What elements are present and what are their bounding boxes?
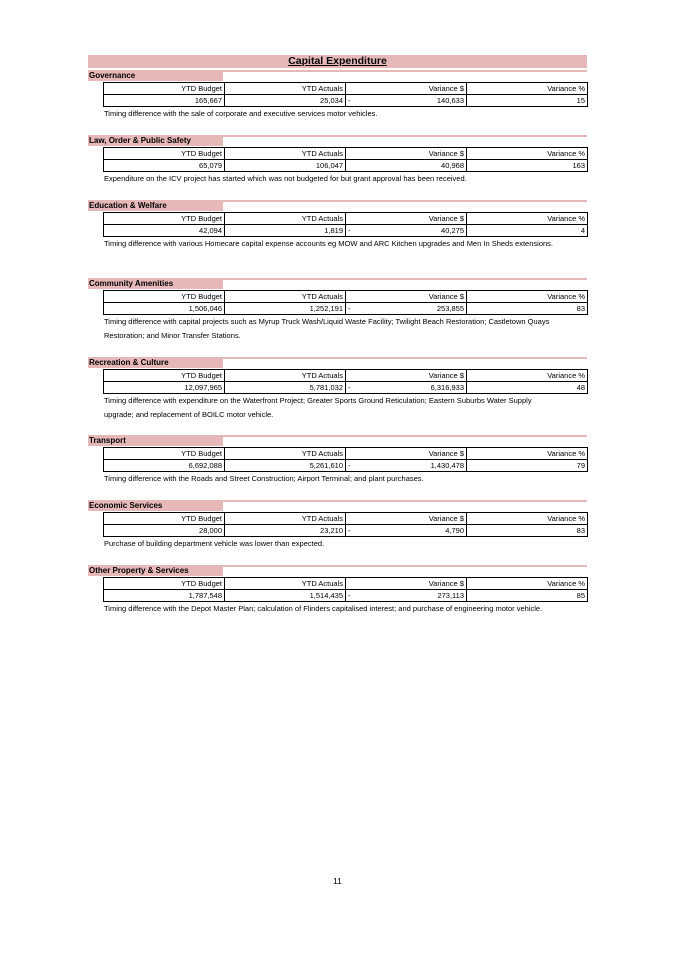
- section-block: [88, 357, 587, 419]
- section-header: [88, 278, 587, 289]
- variance-table: [103, 212, 588, 237]
- variance-percent-value: 79: [467, 460, 588, 472]
- header-variance-dollar: Variance $: [346, 513, 467, 525]
- ytd-actuals-value: 1,514,435: [225, 590, 346, 602]
- section-block: [88, 435, 587, 483]
- header-ytd-budget: YTD Budget: [104, 148, 225, 160]
- header-variance-percent: Variance %: [467, 148, 588, 160]
- table-row: [104, 225, 588, 237]
- section-header: [88, 565, 587, 576]
- section-header: [88, 357, 587, 368]
- ytd-budget-value: 1,506,046: [104, 303, 225, 315]
- section-header: [88, 500, 587, 511]
- variance-sign: -: [348, 304, 351, 313]
- table-header-row: [104, 370, 588, 382]
- table-header-row: [104, 291, 588, 303]
- header-variance-percent: Variance %: [467, 291, 588, 303]
- variance-dollar-cell: [346, 95, 467, 107]
- ytd-actuals-value: 106,047: [225, 160, 346, 172]
- header-variance-percent: Variance %: [467, 213, 588, 225]
- variance-table: [103, 577, 588, 602]
- section-block: [88, 200, 587, 248]
- header-ytd-actuals: YTD Actuals: [225, 213, 346, 225]
- section-header: [88, 200, 587, 211]
- header-ytd-budget: YTD Budget: [104, 578, 225, 590]
- ytd-actuals-value: 5,261,610: [225, 460, 346, 472]
- section-strip: [223, 70, 587, 72]
- variance-dollar-cell: [346, 382, 467, 394]
- ytd-actuals-value: 25,034: [225, 95, 346, 107]
- ytd-budget-value: 65,079: [104, 160, 225, 172]
- variance-dollar-cell: [346, 590, 467, 602]
- page-number: 11: [333, 876, 342, 886]
- variance-sign: -: [348, 226, 351, 235]
- variance-dollar-cell: [346, 525, 467, 537]
- ytd-actuals-value: 5,781,032: [225, 382, 346, 394]
- variance-dollar-value: 273,113: [437, 591, 464, 600]
- header-variance-dollar: Variance $: [346, 370, 467, 382]
- variance-percent-value: 4: [467, 225, 588, 237]
- section-label: Education & Welfare: [88, 200, 223, 211]
- variance-dollar-cell: [346, 460, 467, 472]
- variance-table: [103, 147, 588, 172]
- variance-percent-value: 163: [467, 160, 588, 172]
- section-comment: Expenditure on the ICV project has started which was not budgeted for but grant approval has been received.: [104, 174, 467, 183]
- variance-percent-value: 15: [467, 95, 588, 107]
- variance-table: [103, 82, 588, 107]
- table-header-row: [104, 148, 588, 160]
- table-header-row: [104, 213, 588, 225]
- section-header: [88, 135, 587, 146]
- section-comment: Timing difference with capital projects such as Myrup Truck Wash/Liquid Waste Facility; Twilight Beach Restoration; Castletown Quays Restoration; and Minor Transfer Stations.: [104, 317, 550, 340]
- section-block: [88, 278, 587, 340]
- variance-dollar-value: 6,316,933: [430, 383, 464, 392]
- ytd-budget-value: 12,097,965: [104, 382, 225, 394]
- variance-percent-value: 85: [467, 590, 588, 602]
- variance-dollar-value: 40,968: [441, 161, 464, 170]
- variance-sign: -: [348, 96, 351, 105]
- table-row: [104, 303, 588, 315]
- variance-table: [103, 290, 588, 315]
- section-label: Governance: [88, 70, 223, 81]
- variance-sign: -: [348, 461, 351, 470]
- table-row: [104, 460, 588, 472]
- ytd-budget-value: 28,000: [104, 525, 225, 537]
- header-ytd-actuals: YTD Actuals: [225, 291, 346, 303]
- section-strip: [223, 435, 587, 437]
- ytd-budget-value: 42,094: [104, 225, 225, 237]
- variance-sign: -: [348, 591, 351, 600]
- section-comment: Timing difference with various Homecare capital expense accounts eg MOW and ARC Kitchen upgrades and Men In Sheds extensions.: [104, 239, 553, 248]
- header-variance-dollar: Variance $: [346, 213, 467, 225]
- table-row: [104, 382, 588, 394]
- variance-dollar-cell: [346, 225, 467, 237]
- section-label: Law, Order & Public Safety: [88, 135, 223, 146]
- variance-dollar-value: 40,275: [441, 226, 464, 235]
- variance-percent-value: 83: [467, 525, 588, 537]
- variance-table: [103, 512, 588, 537]
- variance-dollar-cell: [346, 303, 467, 315]
- header-variance-percent: Variance %: [467, 513, 588, 525]
- section-comment: Timing difference with expenditure on the Waterfront Project; Greater Sports Ground Reticulation; Eastern Suburbs Water Supply upgrade; and replacement of BOILC motor vehicle.: [104, 396, 532, 419]
- header-ytd-budget: YTD Budget: [104, 291, 225, 303]
- header-variance-dollar: Variance $: [346, 448, 467, 460]
- section-label: Recreation & Culture: [88, 357, 223, 368]
- section-block: [88, 500, 587, 548]
- page-title: Capital Expenditure: [288, 55, 387, 67]
- ytd-budget-value: 165,667: [104, 95, 225, 107]
- header-ytd-actuals: YTD Actuals: [225, 578, 346, 590]
- table-header-row: [104, 448, 588, 460]
- table-header-row: [104, 578, 588, 590]
- section-comment: Purchase of building department vehicle was lower than expected.: [104, 539, 325, 548]
- section-comment: Timing difference with the Depot Master Plan; calculation of Flinders capitalised interest; and purchase of engineering motor vehicle.: [104, 604, 543, 613]
- header-ytd-actuals: YTD Actuals: [225, 370, 346, 382]
- section-block: [88, 565, 587, 613]
- section-strip: [223, 357, 587, 359]
- header-variance-percent: Variance %: [467, 578, 588, 590]
- header-variance-percent: Variance %: [467, 448, 588, 460]
- variance-dollar-value: 4,790: [445, 526, 464, 535]
- variance-percent-value: 48: [467, 382, 588, 394]
- header-ytd-budget: YTD Budget: [104, 83, 225, 95]
- section-header: [88, 435, 587, 446]
- header-ytd-actuals: YTD Actuals: [225, 448, 346, 460]
- ytd-actuals-value: 1,252,191: [225, 303, 346, 315]
- variance-sign: -: [348, 383, 351, 392]
- ytd-actuals-value: 23,210: [225, 525, 346, 537]
- variance-dollar-value: 1,430,478: [430, 461, 464, 470]
- header-ytd-budget: YTD Budget: [104, 213, 225, 225]
- section-comment: Timing difference with the Roads and Street Construction; Airport Terminal; and plant purchases.: [104, 474, 424, 483]
- section-comment: Timing difference with the sale of corporate and executive services motor vehicles.: [104, 109, 378, 118]
- section-block: [88, 70, 587, 118]
- table-row: [104, 590, 588, 602]
- table-header-row: [104, 513, 588, 525]
- table-row: [104, 525, 588, 537]
- variance-sign: -: [348, 526, 351, 535]
- header-ytd-actuals: YTD Actuals: [225, 83, 346, 95]
- section-header: [88, 70, 587, 81]
- ytd-actuals-value: 1,819: [225, 225, 346, 237]
- section-strip: [223, 278, 587, 280]
- header-variance-dollar: Variance $: [346, 83, 467, 95]
- header-ytd-budget: YTD Budget: [104, 513, 225, 525]
- section-block: [88, 135, 587, 183]
- header-ytd-actuals: YTD Actuals: [225, 513, 346, 525]
- ytd-budget-value: 6,692,088: [104, 460, 225, 472]
- ytd-budget-value: 1,787,548: [104, 590, 225, 602]
- table-header-row: [104, 83, 588, 95]
- header-variance-percent: Variance %: [467, 83, 588, 95]
- section-label: Economic Services: [88, 500, 223, 511]
- variance-table: [103, 447, 588, 472]
- header-variance-dollar: Variance $: [346, 578, 467, 590]
- section-label: Transport: [88, 435, 223, 446]
- header-ytd-actuals: YTD Actuals: [225, 148, 346, 160]
- variance-dollar-value: 140,633: [436, 96, 464, 105]
- table-row: [104, 95, 588, 107]
- header-ytd-budget: YTD Budget: [104, 448, 225, 460]
- table-row: [104, 160, 588, 172]
- section-strip: [223, 135, 587, 137]
- section-strip: [223, 500, 587, 502]
- variance-table: [103, 369, 588, 394]
- variance-percent-value: 83: [467, 303, 588, 315]
- variance-dollar-value: 253,855: [436, 304, 464, 313]
- header-variance-percent: Variance %: [467, 370, 588, 382]
- section-label: Other Property & Services: [88, 565, 223, 576]
- section-strip: [223, 200, 587, 202]
- header-ytd-budget: YTD Budget: [104, 370, 225, 382]
- section-label: Community Amenities: [88, 278, 223, 289]
- section-strip: [223, 565, 587, 567]
- header-variance-dollar: Variance $: [346, 291, 467, 303]
- variance-dollar-cell: [346, 160, 467, 172]
- header-variance-dollar: Variance $: [346, 148, 467, 160]
